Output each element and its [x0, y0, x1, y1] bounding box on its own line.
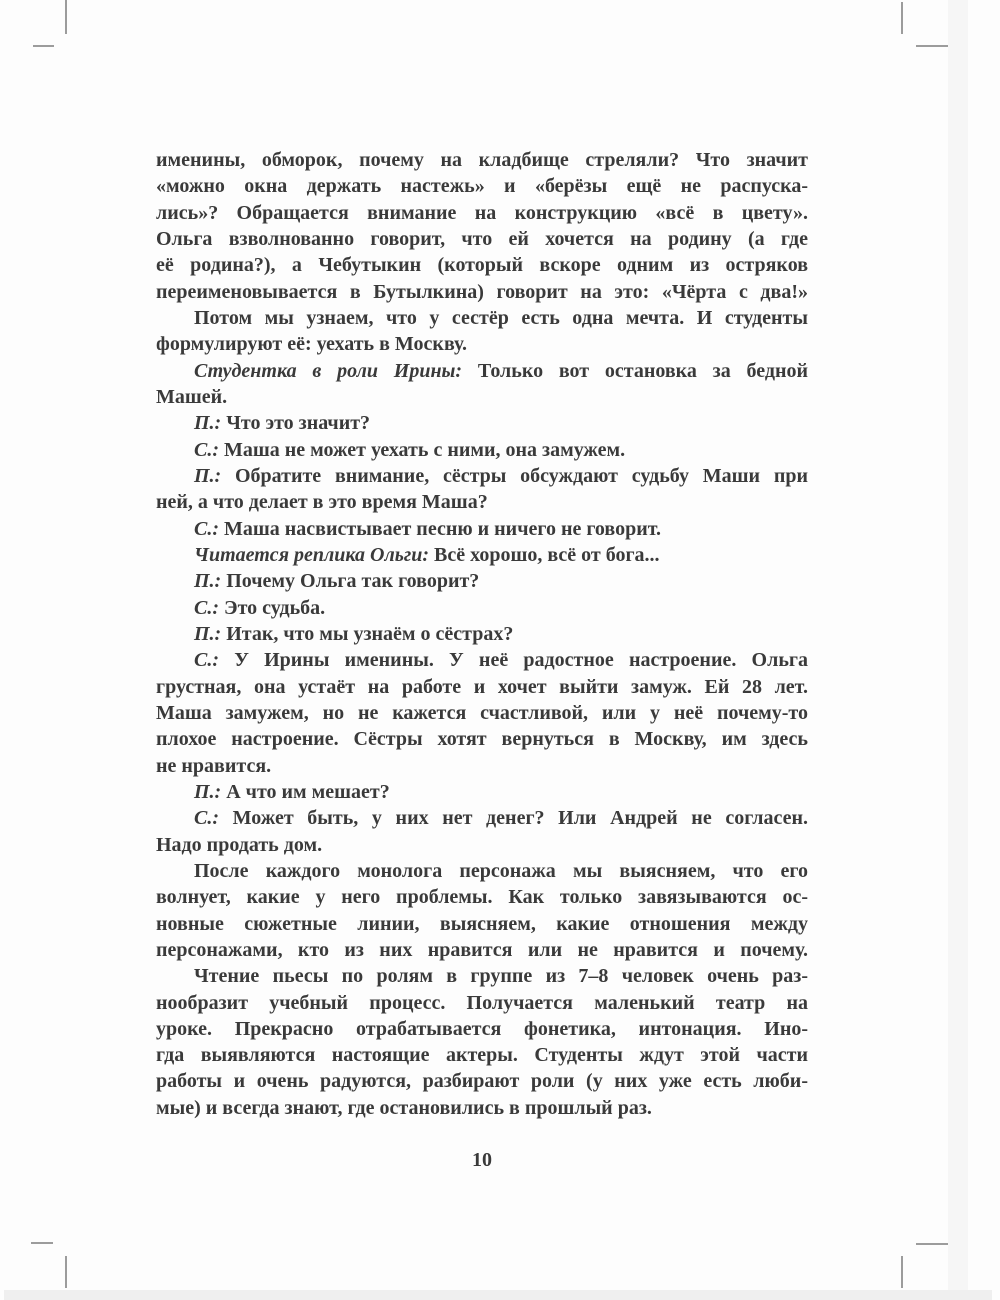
text-line — [156, 200, 808, 226]
line-segment-italic: П.: — [194, 570, 222, 593]
line-segment-italic: П.: — [194, 780, 222, 803]
line-segment: Потом мы узнаем, что у сестёр есть одна мечта. И студенты — [194, 306, 808, 329]
line-segment-italic: П.: — [194, 464, 222, 487]
text-line — [156, 173, 808, 199]
line-segment: волнует, какие у него проблемы. Как только завязываются ос- — [156, 886, 808, 909]
text-line — [156, 963, 808, 989]
scan-page-edge-right — [948, 0, 968, 1300]
scan-page-edge-bottom — [4, 1290, 992, 1300]
line-segment: именины, обморок, почему на кладбище стреляли? Что значит — [156, 149, 808, 171]
text-line — [156, 542, 808, 568]
text-line — [156, 463, 808, 489]
crop-mark-bottom-right-horizontal — [916, 1243, 948, 1245]
text-line — [156, 858, 808, 884]
line-segment: ней, а что делает в это время Маша? — [156, 491, 488, 514]
line-segment: не нравится. — [156, 754, 272, 777]
text-line — [156, 621, 808, 647]
text-line — [156, 884, 808, 910]
line-segment: гда выявляются настоящие актеры. Студенты ждут этой части — [156, 1044, 808, 1067]
line-segment-italic: Читается реплика Ольги: — [194, 543, 430, 566]
text-line — [156, 805, 808, 831]
text-line — [156, 252, 808, 278]
text-line — [156, 990, 808, 1016]
text-line — [156, 516, 808, 542]
text-line — [156, 779, 808, 805]
line-segment: уроке. Прекрасно отрабатывается фонетика, интонация. Ино- — [156, 1017, 808, 1040]
text-line — [156, 437, 808, 463]
line-segment: У Ирины именины. У неё радостное настроение. Ольга — [219, 649, 808, 672]
text-line — [156, 595, 808, 621]
line-segment: формулируют её: уехать в Москву. — [156, 333, 468, 356]
text-line — [156, 647, 808, 673]
text-line — [156, 331, 808, 357]
line-segment: Может быть, у них нет денег? Или Андрей не согласен. — [219, 807, 808, 830]
text-line — [156, 147, 808, 173]
line-segment: Маша насвистывает песню и ничего не говорит. — [219, 517, 662, 540]
crop-mark-bottom-right-vertical — [901, 1256, 903, 1288]
line-segment-italic: П.: — [194, 412, 222, 435]
line-segment: работы и очень радуются, разбирают роли (у них уже есть люби- — [156, 1070, 808, 1093]
crop-mark-top-right-vertical — [901, 2, 903, 34]
crop-mark-top-left-horizontal — [33, 45, 54, 47]
crop-mark-bottom-left-vertical — [65, 1256, 67, 1288]
line-segment: мые) и всегда знают, где остановились в прошлый раз. — [156, 1096, 652, 1119]
text-line — [156, 358, 808, 384]
line-segment: Надо продать дом. — [156, 833, 323, 856]
text-line — [156, 911, 808, 937]
line-segment: лись»? Обращается внимание на конструкцию «всё в цвету». — [156, 201, 808, 224]
text-line — [156, 1068, 808, 1094]
line-segment: новные сюжетные линии, выясняем, какие отношения между — [156, 912, 808, 935]
crop-mark-top-right-horizontal — [916, 45, 948, 47]
text-line — [156, 384, 808, 410]
line-segment: Только вот остановка за бедной — [462, 359, 808, 382]
line-segment-italic: П.: — [194, 622, 222, 645]
line-segment-italic: Студентка в роли Ирины: — [194, 359, 463, 382]
text-line — [156, 305, 808, 331]
line-segment: После каждого монолога персонажа мы выясняем, что его — [194, 859, 808, 882]
text-line — [156, 674, 808, 700]
line-segment: Почему Ольга так говорит? — [221, 570, 480, 593]
line-segment: А что им мешает? — [221, 780, 390, 803]
text-line — [156, 279, 808, 305]
text-line — [156, 1042, 808, 1068]
line-segment: Маша не может уехать с ними, она замужем. — [219, 438, 626, 461]
text-line — [156, 568, 808, 594]
text-line — [156, 1095, 808, 1121]
line-segment: грустная, она устаёт на работе и хочет выйти замуж. Ей 28 лет. — [156, 675, 808, 698]
line-segment-italic: С.: — [194, 517, 219, 540]
line-segment: персонажами, кто из них нравится или не нравится и почему. — [156, 938, 808, 961]
line-segment: Итак, что мы узнаём о сёстрах? — [221, 622, 514, 645]
line-segment: Машей. — [156, 385, 228, 408]
body-text-block — [156, 147, 808, 1121]
line-segment: Чтение пьесы по ролям в группе из 7–8 человек очень раз- — [194, 965, 808, 988]
line-segment: «можно окна держать настежь» и «берёзы ещё не распуска- — [156, 175, 808, 198]
line-segment: нообразит учебный процесс. Получается маленький театр на — [156, 991, 808, 1014]
text-line — [156, 1016, 808, 1042]
text-line — [156, 753, 808, 779]
text-line — [156, 489, 808, 515]
line-segment: Всё хорошо, всё от бога... — [429, 543, 660, 566]
line-segment: переименовывается в Бутылкина) говорит на это: «Чёрта с два!» — [156, 280, 808, 303]
crop-mark-top-left-vertical — [65, 0, 67, 34]
line-segment-italic: С.: — [194, 438, 219, 461]
text-line — [156, 410, 808, 436]
page-number: 10 — [472, 1149, 492, 1171]
line-segment: Обратите внимание, сёстры обсуждают судьбу Маши при — [221, 464, 808, 487]
line-segment: Маша замужем, но не кажется счастливой, или у неё почему-то — [156, 701, 808, 724]
line-segment-italic: С.: — [194, 596, 219, 619]
line-segment: Ольга взволнованно говорит, что ей хочется на родину (а где — [156, 227, 808, 250]
text-line — [156, 226, 808, 252]
text-line — [156, 700, 808, 726]
line-segment: её родина?), а Чебутыкин (который вскоре одним из остряков — [156, 254, 808, 277]
crop-mark-bottom-left-horizontal — [31, 1242, 53, 1244]
text-line — [156, 726, 808, 752]
line-segment: плохое настроение. Сёстры хотят вернуться в Москву, им здесь — [156, 728, 808, 751]
line-segment-italic: С.: — [194, 807, 219, 830]
text-line — [156, 832, 808, 858]
line-segment-italic: С.: — [194, 649, 219, 672]
text-line — [156, 937, 808, 963]
line-segment: Что это значит? — [221, 412, 371, 435]
line-segment: Это судьба. — [219, 596, 326, 619]
